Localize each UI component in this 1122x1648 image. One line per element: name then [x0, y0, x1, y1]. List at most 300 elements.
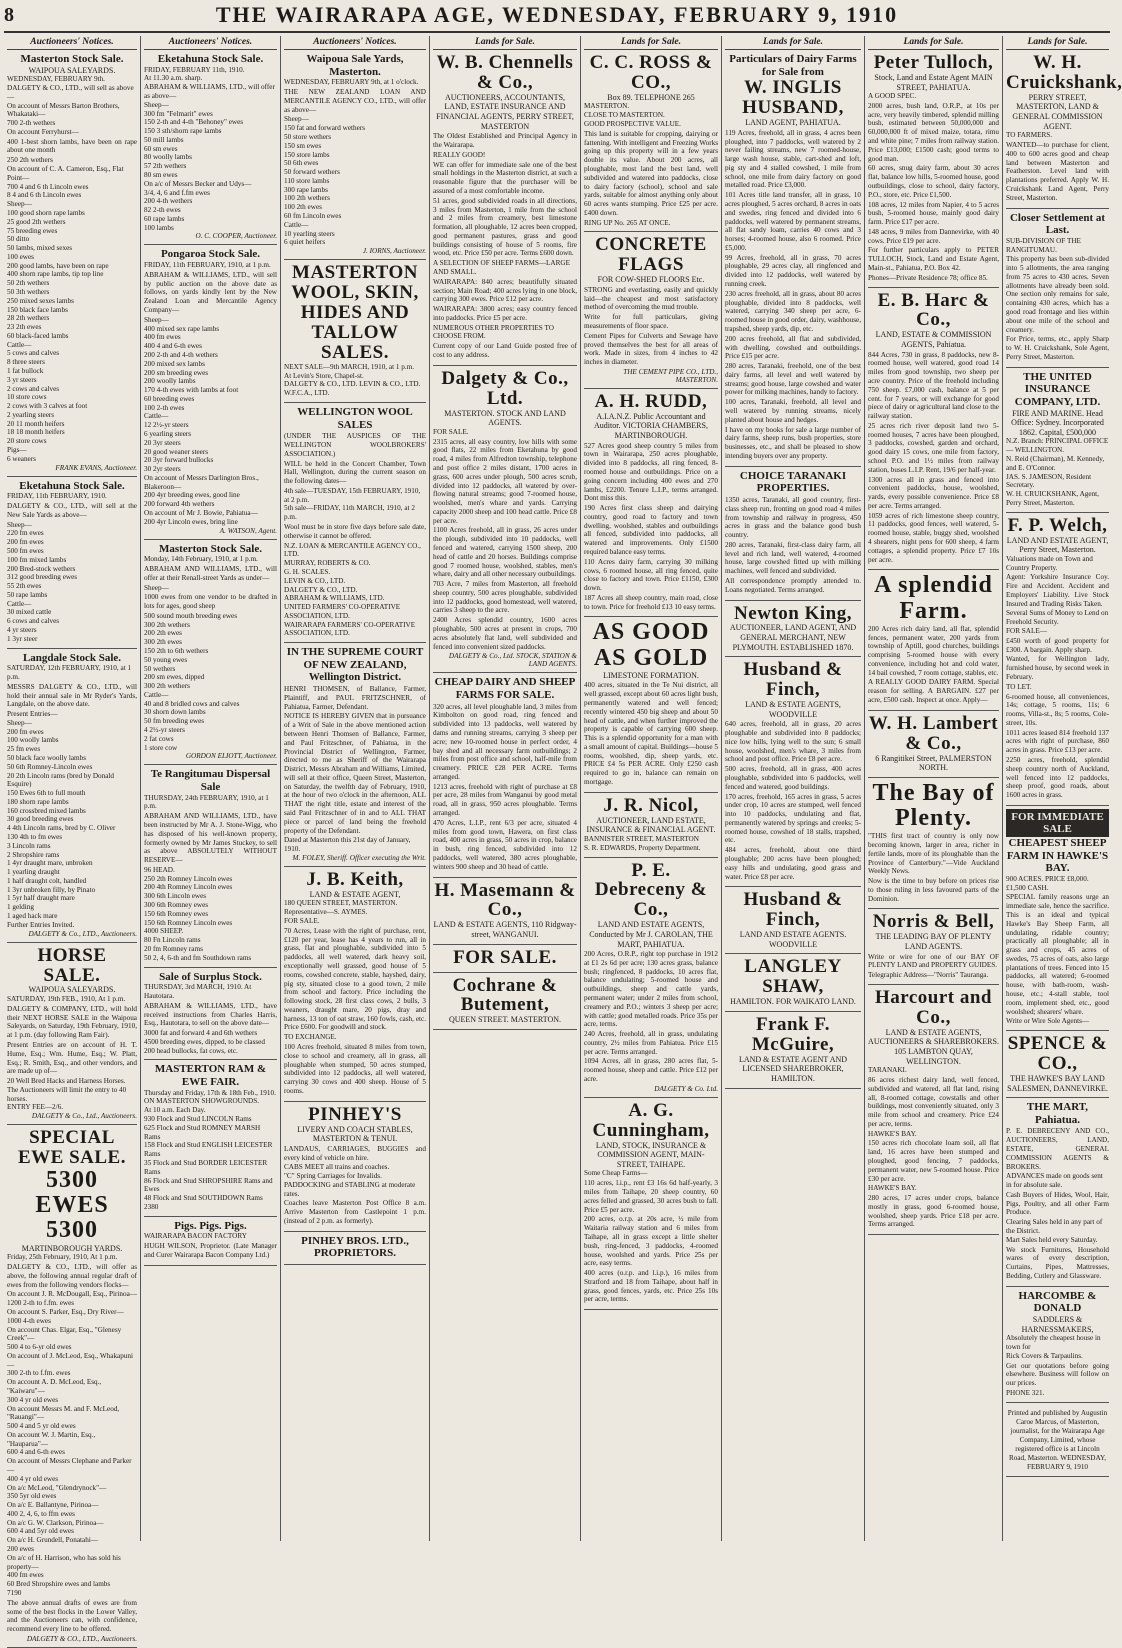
ad-text-line: On a/c G. W. Clarkson, Pirinoa— — [7, 1518, 104, 1527]
advertisement — [284, 1232, 426, 1265]
ad-subheading: WAIPOUA SALEYARDS. — [28, 985, 116, 995]
ad-text-line: 3 yr steers — [7, 375, 37, 384]
ad-text-line: 4 2½-yr steers — [144, 726, 185, 735]
ad-heading: THE UNITED INSURANCE COMPANY, LTD. — [1014, 370, 1101, 408]
ad-text-line: 1 aged hack mare — [7, 912, 58, 921]
ad-text-line: 30 good breeding ewes — [7, 815, 74, 824]
ad-text-line: Rick Covers & Tarpaulins. — [1006, 1351, 1083, 1360]
ad-text-line: WEDNESDAY, FEBRUARY 9th, at 1 o'clock. — [284, 78, 419, 87]
ad-text-line: Present Entries are on account of H. T. Hume, Esq.; Wm. Hume, Esq.; W. Platt, Esq.; R. Smith, Esq., and other vendors, and are made up of— — [7, 1040, 137, 1076]
ad-text-line: 484 acres, freehold, about one third ploughable; 200 acres have been ploughed; easy hills and undulating, good grass and water. Price £8 per acre. — [725, 846, 861, 881]
ad-text-line: Write for full particulars, giving measurements of floor space. — [584, 313, 718, 330]
ad-text-line: PADDOCKING and STABLING at moderate rates. — [284, 1180, 416, 1198]
ad-text-line: 50 2th wethers — [7, 279, 50, 288]
ad-text-line: 200 Acres rich dairy land, all flat, splendid fences, permanent water, 200 yards from township of Aptill, good churches, buildings comprising 5-roomed house with every convenience, including hot and cold water, 14 bail cowshed, 7 room cottage, stables, etc. — [868, 624, 999, 677]
ad-text-line: 6 quiet heifers — [284, 238, 326, 247]
ad-text-line: 20 3yr steers — [144, 438, 181, 447]
ad-text-line: 150 sm ewes — [284, 141, 322, 150]
ad-text-line: REALLY GOOD! — [433, 150, 486, 159]
advertisement — [584, 1098, 718, 1310]
ad-text-line: 300 2-th to f.fm. ewes — [7, 1369, 71, 1378]
advertisement — [584, 232, 718, 389]
ad-subheading: A.I.A.N.Z. Public Accountant and Auditor. VICTORIA CHAMBERS, MARTINBOROUGH. — [594, 411, 708, 441]
ad-text-line: 250 mixed sexes lambs — [7, 296, 74, 305]
ad-text-line: Pigs— — [7, 446, 27, 455]
ad-text-line: 60 fm Lincoln ewes — [284, 212, 342, 220]
ad-heading: Frank F. McGuire, — [751, 1013, 835, 1055]
ad-text-line: Cattle— — [7, 340, 32, 349]
ad-text-line: THE NEW ZEALAND LOAN AND MERCANTILE AGENCY CO., LTD., will offer as above— — [284, 88, 426, 114]
ad-text-line: 150 6th Romney ewes — [144, 909, 209, 918]
ad-text-line: Sheep— — [144, 583, 169, 592]
ad-text-line: 100 good shorn rape lambs — [7, 208, 85, 217]
column-header: Auctioneers' Notices. — [284, 36, 426, 50]
ad-heading: J. B. Keith, — [306, 868, 404, 890]
ad-text-line: £450 worth of good property for £300. A bargain. Apply sharp. — [1006, 636, 1109, 654]
ad-signature: GORDON ELIOTT, Auctioneer. — [185, 752, 277, 761]
ad-text-line: N.Z. LOAN & MERCANTILE AGENCY CO., LTD. — [284, 541, 421, 559]
column-2 — [140, 36, 280, 1541]
ad-text-line: 80 Fn Lincoln rams — [144, 936, 201, 945]
ad-text-line: 50 6th Romney-Lincoln ewes — [7, 762, 93, 771]
ad-text-line: 1 yearling draught — [7, 868, 60, 877]
column-header: Lands for Sale. — [1006, 36, 1109, 50]
ad-text-line: Sheep— — [284, 115, 309, 124]
ad-text-line: 5th sale—FRIDAY, 11th MARCH, 1910, at 2 p.m. — [284, 504, 415, 522]
column-1 — [4, 36, 140, 1643]
ad-signature: DALGETY & Co. Ltd. — [654, 1084, 718, 1093]
ad-subheading: WAIPOUA SALEYARDS. — [28, 65, 116, 75]
ad-text-line: 50 6th ewes — [284, 159, 319, 168]
ad-text-line: A SELECTION OF SHEEP FARMS—LARGE AND SMALL. — [433, 259, 570, 276]
ad-text-line: 60 black-faced lambs — [7, 331, 69, 340]
ad-text-line: Some Cheap Farms— — [584, 1169, 648, 1178]
ad-text-line: 400 shorn rape lambs, tip top line — [7, 270, 104, 279]
ad-text-line: 400 mixed sex rape lambs — [144, 324, 220, 333]
ad-text-line: Present Entries— — [7, 710, 58, 719]
ad-text-line: WAIRARAPA FARMERS' CO-OPERATIVE ASSOCIATION, LTD. — [284, 620, 416, 638]
ad-subheading: AUCTIONEER, LAND ESTATE, INSURANCE & FINANCIAL AGENT. — [586, 815, 716, 835]
advertisement — [284, 260, 426, 403]
ad-subheading: THE HAWKE'S BAY LAND SALESMEN, DANNEVIRKE. — [1007, 1073, 1108, 1093]
advertisement — [1006, 50, 1122, 209]
ad-text-line: 6-roomed house, all conveniences, 14s; cottage, 5 rooms, 11s; 6 rooms, Villa-st., 8s; 5 rooms, Cole-street, 10s. — [1006, 692, 1109, 727]
ad-text-line: Friday, 25th February, 1910, At 1 p.m. — [7, 1253, 118, 1262]
advertisement — [725, 50, 861, 467]
ad-text-line: On account of Mr J. Bowie, Pahiatua— — [144, 509, 258, 517]
ad-text-line: 25 acres rich river deposit land two 5-roomed houses, 7 acres have been ploughed, 3 paddocks, cowshed, garden and orchard, good dairy 15 cows, one mile from factory, school P.O. and 1½ miles from railway station, buses L.I.P. Rent, 19/6 per half-year. — [868, 421, 999, 474]
ad-heading: Te Rangitumau Dispersal Sale — [150, 768, 271, 794]
ad-text-line: 50 rape lambs — [7, 590, 48, 599]
column-header: Lands for Sale. — [725, 36, 861, 50]
ad-text-line: The above annual drafts of ewes are from some of the best flocks in the Lower Valley, and the Auctioneers can, with confidence, recommend every line to be offered. — [7, 1598, 137, 1634]
ad-text-line: TO FARMERS. — [1006, 131, 1053, 140]
ad-text-line: FRIDAY, 11th FEBRUARY, 1910, at 1 p.m. — [144, 261, 271, 270]
ad-heading: WELLINGTON WOOL SALES — [297, 405, 413, 431]
ad-heading: Norris & Bell, — [872, 911, 995, 933]
ad-text-line: WILL be held in the Concert Chamber, Town Hall, Wellington, during the current season on the following dates— — [284, 459, 426, 486]
ad-text-line: 40 and 8 bridled cows and calves — [144, 699, 240, 708]
ad-text-line: 100 acres, Taranaki, freehold, all level and well watered by running streams, nicely planted about house and hedges. — [725, 398, 861, 424]
ad-text-line: 500 fm ewes — [7, 546, 44, 555]
column-header: Auctioneers' Notices. — [7, 36, 137, 50]
ad-subheading: AUCTIONEER, LAND AGENT, AND GENERAL MERCHANT, NEW PLYMOUTH. ESTABLISHED 1870. — [729, 623, 857, 652]
ad-heading: SPENCE & CO., — [1007, 1033, 1108, 1075]
ad-text-line: 2000 acres, bush land, O.R.P., at 10s per acre, very heavily timbered, splendid milling bush, estimated between 50,000,000 and 60,000,000 ft of mixed maize, totara, rimu and white pine; 7 miles from railway station. Price £13,000; £1500 cash; good terms to good man. — [868, 101, 999, 163]
ad-text-line: 200 forward 4th wethers — [144, 500, 215, 509]
ad-subheading: LAND & ESTATE AGENTS, WOODVILLE — [745, 700, 841, 719]
ad-text-line: Thursday and Friday, 17th & 18th Feb., 1910. — [144, 1088, 276, 1097]
ad-text-line: 300 6th Romney ewes — [144, 901, 209, 910]
ad-text-line: On account Ferryhurst— — [7, 127, 79, 136]
ad-text-line: 60 breeding ewes — [144, 394, 195, 403]
advertisement — [868, 985, 999, 1235]
ad-text-line: 20 Well Bred Hacks and Harness Horses. — [7, 1077, 126, 1086]
advertisement — [725, 887, 861, 954]
ad-text-line: 50 wethers — [144, 664, 176, 673]
ad-text-line: 30 mixed cattle — [7, 608, 52, 617]
ad-text-line: 250 2th Romney Lincoln ewes — [144, 874, 233, 883]
advertisement — [433, 50, 577, 366]
ad-text-line: 1 half draught colt, handled — [7, 876, 87, 885]
ad-text-line: 1213 acres, freehold with right of purchase at £8 per acre, 28 miles from Wanganui by good metal road, all in grass, 950 acres ploughable. Terms arranged. — [433, 782, 577, 818]
ad-heading: W. H. Cruickshank, — [1006, 52, 1122, 93]
ad-signature: THE CEMENT PIPE CO., LTD., MASTERTON. — [623, 367, 718, 384]
column-4 — [429, 36, 580, 1541]
ad-text-line: 900 ACRES. PRICE £8,000. £1,500 CASH. — [1006, 874, 1089, 892]
advertisement — [868, 909, 999, 984]
ad-text-line: Cement Pipes for Culverts and Sewage have proved themselves the best for all areas of work. Made in sizes, from 4 inches to 42 inches in diameter. — [584, 331, 718, 367]
ad-text-line: 60 acres, snug dairy farm, about 30 acres flat, balance low hills, 5-roomed house, good outbuildings, close to school, dairy factory, P.O., store, etc. Price £1,500. — [868, 164, 999, 199]
ad-text-line: 150 2-th and 4-th "Behoney" ewes — [144, 118, 244, 127]
ad-text-line: On account Messrs M. and F. McLeod, "Rauangi"— — [7, 1404, 120, 1422]
ad-text-line: On a/c E. Ballantyne, Pirinoa— — [7, 1501, 99, 1510]
ad-text-line: 119 Acres, freehold, all in grass, 4 acres been ploughed, into 7 paddocks, well watered by 2 never failing streams, new 7 roomed-house, large wash house, stable, cart-shed and loft, pig sty and 4 stalled cowshed, 1 mile from school, one mile from dairy factory on good metalled road. Price £3,000. — [725, 128, 861, 190]
ad-text-line: 200 head bullocks, fat cows, etc. — [144, 1046, 238, 1055]
ad-text-line: 48 Flock and Stud SOUTHDOWN Rams — [144, 1194, 263, 1203]
ad-text-line: SATURDAY, 12th FEBRUARY, 1910, at 1 p.m. — [7, 664, 132, 681]
ad-text-line: HAWKE'S BAY. — [868, 1129, 917, 1138]
ad-text-line: 180 QUEEN STREET, MASTERTON. — [284, 899, 398, 908]
ad-text-line: 1200 2-th to f.fm. ewes — [7, 1299, 75, 1308]
ad-text-line: PHONE 321. — [1006, 1388, 1045, 1397]
advertisement — [7, 943, 137, 1126]
ad-text-line: On account of Messrs Barton Brothers, Whakataki— — [7, 101, 120, 119]
ad-text-line: 312 good breeding ewes — [7, 573, 78, 582]
ad-text-line: 200 fm ewes — [7, 727, 44, 736]
ad-heading: Masterton Stock Sale. — [159, 542, 262, 555]
ad-signature: DALGETY & Co., Ltd. STOCK, STATION & LAND AGENTS. — [448, 652, 577, 669]
ad-text-line: A GOOD SPEC. — [868, 92, 917, 101]
ad-signature: M. FOLEY, Sheriff. Officer executing the Writ. — [292, 853, 426, 862]
ad-text-line: 50 store wethers — [284, 132, 332, 141]
ad-text-line: Cattle— — [144, 412, 169, 421]
ad-text-line: NUMEROUS OTHER PROPERTIES TO CHOOSE FROM. — [433, 323, 554, 341]
ad-subheading: LAND AND ESTATE AGENTS. WOODVILLE — [739, 930, 847, 949]
column-header: Auctioneers' Notices. — [144, 36, 277, 50]
ad-text-line: 99 Acres, freehold, all in grass, 70 acres ploughable, 29 acres clay, all ringfenced and divided into 12 paddocks, well watered by running creek. — [725, 253, 861, 289]
column-8 — [1002, 36, 1122, 1541]
ad-text-line: 30 2yr steers — [144, 465, 181, 474]
ad-text-line: SPECIAL family reasons urge an immediate sale, hence the sacrifice. This is an ideal and typical Hawke's Bay Sheep Farm, all undulating, ridable country; practically all ploughable; all in grass and crops, 45 acres of swedes, 75 acres of oats, also large plantations of trees. Fenced into 15 paddocks, all watered; 6-roomed house, with bath-room, wash-house, etc.; 4-stall stable, tool room, implement shed, etc., good woolshed; shearers' whare. — [1006, 893, 1109, 1016]
ad-text-line: 300 rape lambs — [284, 185, 328, 194]
ad-text-line: 4 yr steers — [7, 625, 37, 634]
ad-text-line: 160 crossbred mixed lambs — [7, 806, 86, 815]
ad-text-line: At Levin's Store, Chapel-st. — [284, 371, 364, 380]
ad-text-line: Representative—S. AYMES. — [284, 908, 368, 917]
ad-text-line: Write or Wire Sole Agents— — [1006, 1017, 1090, 1026]
ad-heading: 5300 EWES 5300 — [35, 1167, 109, 1244]
ad-text-line: Several Sums of Money to Lend on Freehold Security. — [1006, 609, 1109, 627]
ad-text-line: The Auctioneers will limit the entry to 40 horses. — [7, 1085, 127, 1103]
ad-heading: F. P. Welch, — [1007, 514, 1108, 536]
ad-text-line: 200 good lambs, have been on rape — [7, 261, 109, 270]
ad-heading: THE MART, Pahiatua. — [1026, 1101, 1089, 1126]
ad-heading: PINHEY BROS. LTD., PROPRIETORS. — [301, 1234, 409, 1260]
ad-heading: Langdale Stock Sale. — [22, 651, 122, 664]
ad-text-line: 200 ewes — [7, 1545, 34, 1554]
ad-text-line: For further particulars apply to PETER TULLOCH, Stock, Land and Estate Agent, Main-st., Pahiatua, P.O. Box 42. — [868, 246, 999, 272]
ad-text-line: HUGH WILSON, Proprietor. (Late Manager and Curer Wairarapa Bacon Company Ltd.) — [144, 1242, 277, 1259]
ad-text-line: 625 Flock and Stud ROMNEY MARSH Rams — [144, 1123, 261, 1141]
ad-text-line: FOR SALE. — [284, 917, 320, 926]
ad-subheading: LAND AND ESTATE AGENTS, Conducted by Mr J. CAROLAN, THE MART, PAHIATUA. — [589, 920, 713, 949]
ad-text-line: 400 fm ewes — [7, 1571, 44, 1580]
advertisement — [144, 968, 277, 1061]
advertisement — [1006, 806, 1109, 1031]
advertisement — [868, 711, 999, 778]
ad-text-line: 250 2th wethers — [7, 156, 53, 165]
advertisement — [1006, 1031, 1109, 1098]
ad-text-line: 1300 acres all in grass and fenced into convenient paddocks, house, woolshed, yards, every possible convenience. Price £8 per acre. Terms arranged. — [868, 475, 999, 510]
ad-text-line: 703 Acre, 7 miles from Masterton, all freehold sheep country, 500 acres ploughable, subdivided into 12 paddocks, good homestead, well watered, carries 3 sheep to the acre. — [433, 580, 577, 615]
ad-subheading: QUEEN STREET. MASTERTON. — [448, 1015, 562, 1025]
ad-text-line: "THIS first tract of country is only now becoming known, larger in area, richer in fertile lands, more of its ploughable than the Province of Canterbury."—Vide Auckland Weekly News. — [868, 832, 999, 876]
advertisement — [144, 50, 277, 245]
advertisement — [725, 1012, 861, 1089]
ad-text-line: 280 acres, Taranaki, freehold, one of the best dairy farms, all level and well watered by streams; good house, large cowshed and water power for milking machines, handy to factory. — [725, 362, 861, 397]
ad-text-line: Cattle— — [284, 220, 309, 229]
ad-text-line: NOTICE IS HEREBY GIVEN that in pursuance of a Writ of Sale in the above mentioned action between Henri Thomsen of Ballance, Farmer, and Paul Fritzschner, of Pahiatua, in the Provincial District of Wellington, Farmer, directed to me as Sheriff of the Wairarapa District, Messrs Abraham and Williams, Limited, will sell at their office, Queen Street, Masterton, on Saturday, the twelfth day of February, 1910, at the hour of two o'clock in the afternoon, ALL THAT the right title, estate and interest of the said Paul Fritzschner of in and to ALL THAT piece or parcel of land being the freehold property of the Defendant. — [284, 712, 426, 835]
ad-text-line: FRIDAY, FEBRUARY 11th, 1910. — [144, 65, 245, 74]
ad-text-line: I have on my books for sale a large number of dairy farms, sheep runs, bush properties, store businesses, etc., and shall be pleased to show intending buyers over any property. — [725, 425, 861, 460]
ad-text-line: 300 6th Lincoln ewes — [144, 892, 207, 901]
advertisement — [1006, 513, 1109, 806]
ad-text-line: 2380 — [144, 1202, 159, 1211]
ad-text-line: 18 18 month heifers — [7, 428, 65, 437]
ad-text-line: 2315 acres, all easy country, low hills with some good flats, 22 miles from Eketahuna by good road, 4 miles from Alfredton township, telephone and post office 2 miles distant, 1700 acres in grass, 600 acres under plough, 500 acres scrub, divided into 12 paddocks, all watered by over-flowing natural streams; good 7-roomed house, woolshed, men's whare and yards. Carrying capacity 2000 sheep and 100 head cattle. Price £8 per acre. — [433, 437, 577, 525]
ad-text-line: 930 Flock and Stud LINCOLN Rams — [144, 1115, 252, 1124]
ad-text-line: ABRAHAM AND WILLIAMS, LTD., will offer at their Renall-street Yards as under— — [144, 564, 277, 582]
ad-text-line: 1011 acres leased 814 freehold 137 acres with right of purchase, 860 acres in grass. Price £13 per acre. — [1006, 728, 1109, 755]
advertisement — [284, 643, 426, 867]
ad-subheading: LAND & ESTATE AGENTS, AUCTIONEERS & SHAREBROKERS. 105 LAMBTON QUAY, WELLINGTON. — [868, 1027, 999, 1066]
advertisement — [433, 366, 577, 674]
ad-subheading: AUCTIONEERS, ACCOUNTANTS, LAND, ESTATE INSURANCE AND FINANCIAL AGENTS, PERRY STREET, MASTERTON — [436, 92, 574, 131]
ad-text-line: 5 cows and calves — [7, 349, 60, 358]
ad-text-line: 300 2th wethers — [144, 620, 190, 629]
ad-text-line: 2 cows with 3 calves at foot — [7, 402, 88, 411]
ad-text-line: 200 fm ewes — [7, 538, 44, 547]
ad-text-line: N.Z. Branch: PRINCIPAL OFFICE — WELLINGTON. — [1006, 437, 1109, 455]
ad-text-line: 8 three steers — [7, 358, 45, 367]
ad-heading: AS GOOD AS GOLD — [592, 619, 710, 671]
ad-text-line: 23 2th ewes — [7, 323, 42, 332]
ad-text-line: FRIDAY, 11th FEBRUARY, 1910. — [7, 492, 107, 501]
ad-text-line: 100 2th wethers — [284, 194, 330, 203]
ad-text-line: 57 2th wethers — [144, 162, 187, 171]
ad-text-line: 600 4 and 5yr old ewes — [7, 1527, 74, 1536]
ad-subheading: Box 89. TELEPHONE 265 — [607, 92, 695, 102]
ad-text-line: 230 acres freehold, all in grass, about 80 acres ploughable, divided into 8 paddocks, well watered, carrying 340 sheep per acre, 6-roomed house in good order, dairy, washhouse, trapshed, sheep yards, dip, etc. — [725, 289, 861, 333]
ad-text-line: (UNDER THE AUSPICES OF THE WELLINGTON WOOLBROKERS' ASSOCIATION.) — [284, 432, 426, 458]
advertisement — [144, 245, 277, 539]
ad-heading: The Bay of Plenty. — [872, 779, 995, 831]
ad-heading: Waipoua Sale Yards, Masterton. — [306, 53, 404, 78]
advertisement — [584, 617, 718, 792]
ad-text-line: SATURDAY, 19th FEB., 1910, At 1 p.m. — [7, 995, 126, 1004]
ad-text-line: 200 2-th and 4-th wethers — [144, 350, 218, 359]
ad-text-line: WE can offer for immediate sale one of the best small holdings in the Masterton district, at such a reasonable figure that the purchaser will be assured of a most comfortable income. — [433, 160, 577, 195]
ad-text-line: On account of Messrs Clephane and Parker— — [7, 1457, 132, 1475]
ad-heading: Peter Tulloch, — [873, 52, 994, 73]
ad-text-line: At 10 a.m. Each Day. — [144, 1106, 206, 1115]
ad-text-line: On account J. R. McDougall, Esq., Pirinoa— — [7, 1290, 137, 1299]
ad-subheading: LIMESTONE FORMATION. — [603, 670, 699, 680]
ad-text-line: 500 acres, freehold, all in grass, 400 acres ploughable, subdivided into 6 paddocks, well fenced and watered, good buildings. — [725, 765, 861, 791]
ad-text-line: Mart Sales held every Saturday. — [1006, 1235, 1098, 1244]
ad-text-line: 150 acres rich chocolate loam soil, all flat land, 16 acres have been stumped and ploughed, good fencing, 7 paddocks, permanent water, new 5-roomed house. Price £30 per acre. — [868, 1139, 999, 1183]
ad-text-line: 80 sm ewes — [144, 171, 178, 180]
ad-text-line: 10 yearling steers — [284, 229, 335, 238]
ad-text-line: 3000 fat and forward 4 and 6th wethers — [144, 1029, 258, 1038]
ad-subheading: LAND AND ESTATE AGENT, Perry Street, Masterton. — [1006, 535, 1109, 555]
ad-text-line: 320 acres, all level ploughable land, 3 miles from Kimbolton on good road, ring fenced and subdivided into 13 paddocks, well watered by dams and running streams, carrying 3 sheep per acre; new 10-roomed house in perfect order, 4 bay shed and all necessary farm outbuildings; 2 miles from post office and school, half-mile from creamery. PRICE £28 PER ACRE. Terms arranged. — [433, 702, 577, 781]
ad-text-line: 200 acres, o.r.p. at 20s acre, ½ mile from Waitaria railway station and 6 miles from Taihape, all in grass except a little shelter bush, ring-fenced, 3 paddocks, 4-roomed house, woolshed and yards. Price 25s per acre, easy terms. — [584, 1215, 718, 1268]
ad-subheading: FIRE AND MARINE. Head Office: Sydney. Incorporated 1862. Capital, £500,000 — [1011, 408, 1104, 437]
ad-text-line: 35 Flock and Stud BORDER LEICESTER Rams — [144, 1158, 268, 1176]
ad-text-line: Wool must be in store five days before sale date, otherwise it cannot be offered. — [284, 523, 426, 540]
advertisement — [868, 570, 999, 710]
ad-heading: HORSE SALE. — [37, 944, 107, 986]
ad-text-line: CLOSE TO MASTERTON. — [584, 111, 665, 120]
ad-text-line: 28 2th wethers — [7, 314, 50, 323]
ad-signature: O. C. COOPER, Auctioneer. — [195, 232, 277, 241]
ad-text-line: Current copy of our Land Guide posted free of cost to any address. — [433, 342, 577, 359]
ad-text-line: FOR SALE. — [433, 427, 469, 436]
ad-subheading: LAND & ESTATE AGENT, — [309, 889, 401, 899]
ad-heading: MASTERTON RAM & EWE FAIR. — [154, 1063, 267, 1089]
ad-text-line: DALGETY & CO., LTD., will sell at the New Sale Yards as above— — [7, 502, 137, 519]
ad-text-line: ADVANCES made on goods sent in for absolute sale. — [1006, 1172, 1103, 1190]
ad-subheading: PERRY STREET, MASTERTON, LAND & GENERAL COMMISSION AGENT. — [1012, 92, 1103, 131]
ad-text-line: 200 4yr breeding ewes, good line — [144, 491, 240, 500]
advertisement — [868, 288, 999, 571]
ad-text-line: HAWKE'S BAY. — [868, 1184, 917, 1193]
masthead-title: THE WAIRARAPA AGE, WEDNESDAY, FEBRUARY 9, 1910 — [215, 2, 899, 27]
ad-text-line: 240 Acres, freehold, all in grass, undulating country, 2½ miles from Pahiatua. Price £15 per acre. Terms arranged. — [584, 1030, 718, 1056]
ad-text-line: 844 Acres, 730 in grass, 8 paddocks, new 8-roomed house, well watered, good road 14 miles from good township, two sheep per acre country. Price of the freehold including 750 sheep. £7,000 cash, balance at 5 per cent. for 7 years, or will exchange for good piece of dairy or agricultural land close to the railway station. — [868, 350, 999, 421]
ad-text-line: 100 2-th ewes — [144, 403, 185, 412]
ad-text-line: 50 2, 4, 6-th and fm Southdown rams — [144, 953, 252, 962]
ad-heading: MASTERTON WOOL, SKIN, HIDES AND TALLOW SALES. — [291, 262, 419, 363]
ad-text-line: 50 black face woolly lambs — [7, 753, 87, 762]
column-header: Lands for Sale. — [433, 36, 577, 50]
advertisement — [433, 878, 577, 945]
ad-text-line: 30 shorn down lambs — [144, 708, 206, 717]
ad-text-line: 187 Acres all sheep country, main road, close to town. Price for freehold £13 10 easy terms. — [584, 593, 718, 611]
ad-text-line: TO LET. — [1006, 682, 1032, 691]
ad-text-line: 8 4 and 6 th Lincoln ewes — [7, 191, 82, 200]
ad-text-line: 108 acres, 12 miles from Napier, 4 to 5 acres bush, 5-roomed house, mainly good dairy farm. Price £17 per acre. — [868, 200, 999, 227]
ad-text-line: WANTED—to purchase for client, 400 to 600 acres good and cheap land between Masterton and Featherston. Level land with plantations preferred. Apply W. H. Cruickshank Land Agent, Perry Street, Masterton. — [1006, 141, 1109, 202]
ad-text-line: 400 1-best shorn lambs, have been on rape about one month — [7, 137, 137, 155]
ad-text-line: 200 2th ewes — [144, 629, 182, 638]
ad-text-line: 100 2th ewes — [284, 203, 322, 212]
ad-text-line: 50 forward wethers — [284, 168, 340, 177]
ad-subheading: FOR COW-SHED FLOORS Etc. — [597, 275, 705, 285]
ad-heading: Dalgety & Co., Ltd. — [441, 367, 569, 409]
ad-heading: HARCOMBE & DONALD — [1018, 1289, 1097, 1315]
ad-text-line: 1 3yr steer — [7, 634, 38, 643]
ad-heading: Pigs. Pigs. Pigs. — [174, 1219, 247, 1232]
ad-text-line: 10 store cows — [7, 393, 47, 402]
ad-text-line: Sheep— — [7, 718, 32, 727]
ad-text-line: On account A. D. McLeod, Esq., "Kaiwaru"— — [7, 1378, 102, 1395]
ad-text-line: DALGETY & CO., LTD. — [284, 585, 358, 594]
ad-text-line: 2 fat cows — [144, 734, 174, 743]
ad-text-line: WEDNESDAY, FEBRUARY 9th. — [7, 75, 105, 84]
ad-text-line: 100 fm mixed lambs — [7, 555, 67, 564]
ad-text-line: 180 shorn rape lambs — [7, 797, 69, 806]
ad-subheading: LAND, STOCK, INSURANCE & COMMISSION AGENT, MAIN-STREET, TAIHAPE. — [595, 1140, 707, 1169]
ad-text-line: 2 Shropshire rams — [7, 850, 60, 859]
ad-text-line: Further Entries Invited. — [7, 920, 75, 929]
ad-text-line: 12 2½-yr steers — [144, 421, 189, 430]
ad-text-line: For Price, terms, etc., apply Sharp to W. H. Cruickshank, Sole Agent, Perry Street, Masterton. — [1006, 335, 1109, 361]
masthead-rule — [4, 31, 1110, 33]
ad-heading: FOR SALE. — [453, 946, 557, 968]
ad-text-line: W. H. CRUICKSHANK, Agent, Perry Street, Masterton. — [1006, 490, 1099, 507]
ad-subheading: LAND & ESTATE AGENT AND LICENSED SHAREBROKER, HAMILTON. — [738, 1054, 848, 1083]
ad-text-line: 400 acres (o.r.p. and l.i.p.), 16 miles from Stratford and 18 from Taihape, about half in grass, good fences, yards, etc. Price 25s 10s per acre, terms. — [584, 1269, 718, 1304]
ad-text-line: 130 4th to fm ewes — [7, 833, 63, 842]
ad-text-line: 400 4 and 6-th ewes — [144, 342, 202, 351]
ad-text-line: "C" Spring Carriages for Invalids. — [284, 1172, 382, 1181]
ad-text-line: DALGETY & CO., LTD., will offer as above, the following annual regular draft of ewes from the following vendors flocks— — [7, 1263, 137, 1289]
ad-heading: CHEAPEST SHEEP FARM IN HAWKE'S BAY. — [1006, 836, 1109, 875]
advertisement — [144, 765, 277, 967]
ad-text-line: 75 breeding ewes — [7, 226, 58, 235]
ad-text-line: 51 acres, good subdivided roads in all directions, 3 miles from Masterton, 1 mile from the school and 2 miles from creamery, best limestone formation, all ploughable, 12 acres been cropped, good permanent pastures, grass and good buildings consisting of house of 5 rooms, fire wood, etc. Price £50 per acre. Terms £600 down. — [433, 196, 577, 258]
ad-text-line: 200 Acres, O.R.P., right top purchase in 1912 at £1 2s 6d per acre; 130 acres grass, balance bush; ringfenced, 8 paddocks, 10 acres flat, balance undulating; 5-roomed house and outbuildings, sheep and cattle yards, permanent water; under 2 miles from school, creamery and P.O.; winters 3 sheep per acre; with cattle; good metalled roads. Price 35s per acre, terms. — [584, 950, 718, 1029]
ad-text-line: On account S. Parker, Esq., Dry River— — [7, 1307, 124, 1316]
ad-subheading: MARTINBOROUGH YARDS. — [21, 1243, 123, 1253]
ad-text-line: Telegraphic Address—"Norris" Tauranga. — [868, 971, 989, 980]
ad-text-line: JAS. S. JAMESON, Resident Secretary. — [1006, 472, 1092, 490]
ad-signature: DALGETY & CO., LTD., Auctioneers. — [26, 1634, 137, 1643]
ad-text-line: We stock Furnitures, Household wares of every description, Curtains, Pipes, Mattresses, Bedding, Cutlery and Glassware. — [1006, 1245, 1109, 1280]
ad-heading: W. H. Lambert & Co., — [868, 712, 999, 754]
ad-text-line: 500 4 and 5 yr old ewes — [7, 1422, 76, 1431]
ad-text-line: 200 Bred-stock wethers — [7, 564, 76, 573]
ad-text-line: 6 weaners — [7, 454, 36, 463]
ad-text-line: WAIRARAPA: 3800 acres; easy country fenced into paddocks. Price £5 per acre. — [433, 305, 577, 322]
ad-heading: FOR IMMEDIATE SALE — [1006, 809, 1109, 837]
ad-text-line: 1094 Acres, all in grass, 280 acres flat, 5-roomed house, sheep and cattle. Price £12 per acre. — [584, 1057, 718, 1084]
ad-text-line: 2250 acres, freehold, splendid sheep country north of Auckland, well fenced into 12 paddocks, sheep proof, good roads, about 1600 acres in grass. — [1006, 755, 1109, 800]
advertisement — [433, 673, 577, 877]
